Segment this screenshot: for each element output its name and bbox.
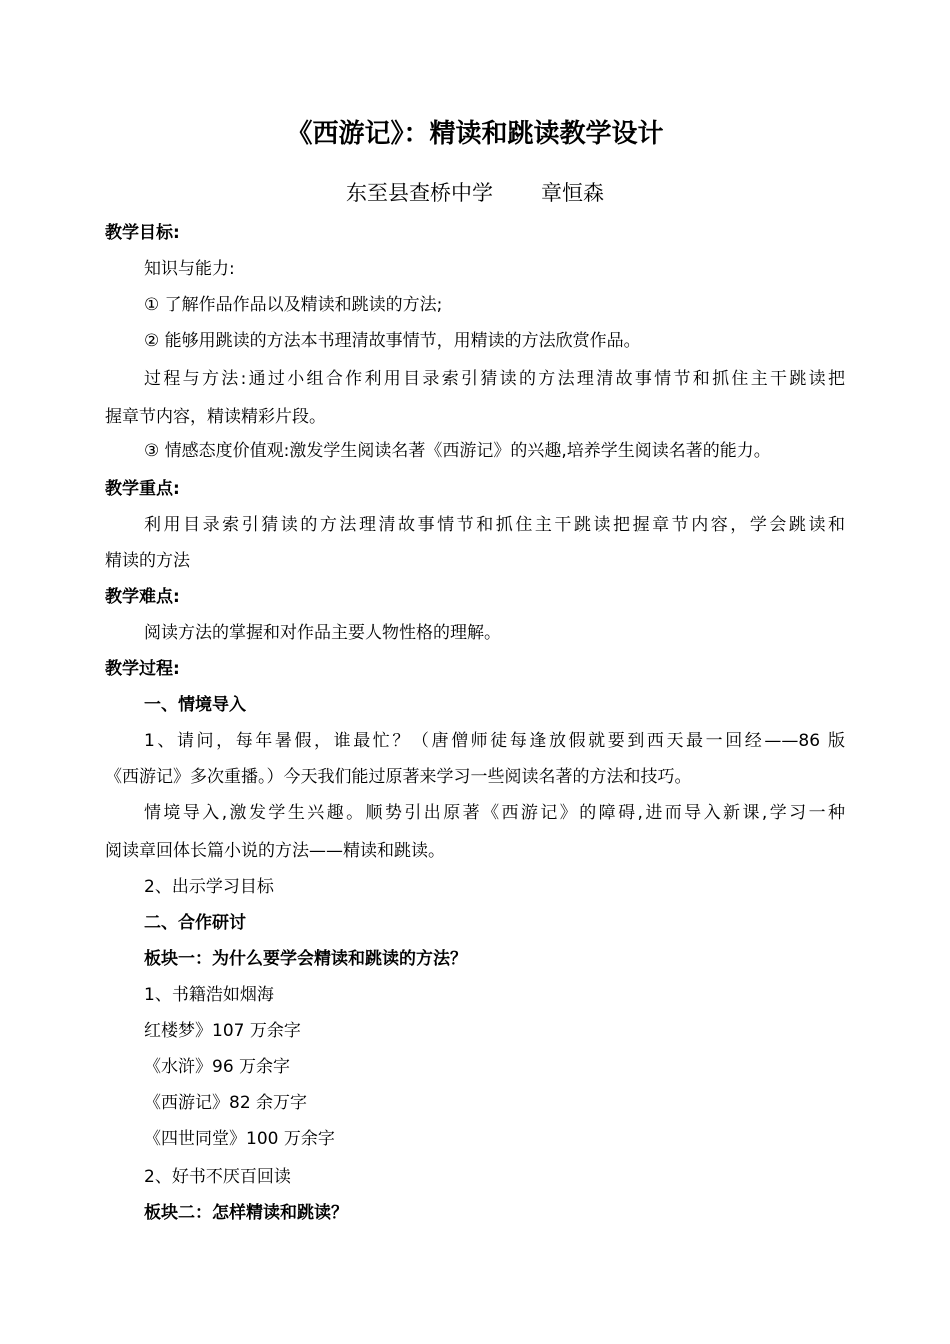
goal-item-3: ③ 情感态度价值观:激发学生阅读名著《西游记》的兴趣,培养学生阅读名著的能力。 (144, 441, 771, 461)
key-points-line-1: 利用目录索引猜读的方法理清故事情节和抓住主干跳读把握章节内容，学会跳读和 (144, 515, 845, 535)
subheading-knowledge: 知识与能力: (144, 259, 235, 279)
process-method-line-2: 握章节内容，精读精彩片段。 (105, 407, 326, 427)
process-method-line-1: 过程与方法:通过小组合作利用目录索引猜读的方法理清故事情节和抓住主干跳读把 (144, 369, 845, 389)
block-two-heading: 板块二：怎样精读和跳读？ (144, 1203, 348, 1223)
intro-paragraph-2-line-2: 阅读章回体长篇小说的方法——精读和跳读。 (105, 841, 445, 861)
heading-process: 教学过程: (105, 659, 180, 679)
author-school: 东至县查桥中学 (346, 181, 493, 205)
block-one-heading: 板块一：为什么要学会精读和跳读的方法？ (144, 949, 467, 969)
heading-difficulties: 教学难点: (105, 587, 180, 607)
show-goals-item: 2、出示学习目标 (144, 877, 274, 897)
author-name: 章恒森 (541, 181, 604, 205)
book-item-hongloumeng: 红楼梦》107 万余字 (144, 1021, 301, 1041)
goal-item-1: ① 了解作品作品以及精读和跳读的方法; (144, 295, 443, 315)
section-discussion-heading: 二、合作研讨 (144, 913, 246, 933)
key-points-line-2: 精读的方法 (105, 551, 190, 571)
document-author (0, 178, 950, 208)
block-one-item-2: 2、好书不厌百回读 (144, 1167, 291, 1187)
block-one-item-1: 1、书籍浩如烟海 (144, 985, 274, 1005)
book-item-sishitongtang: 《四世同堂》100 万余字 (144, 1129, 335, 1149)
book-item-shuihu: 《水浒》96 万余字 (144, 1057, 291, 1077)
heading-key-points: 教学重点: (105, 479, 180, 499)
goal-item-2: ② 能够用跳读的方法本书理清故事情节，用精读的方法欣赏作品。 (144, 331, 641, 351)
difficulties-text: 阅读方法的掌握和对作品主要人物性格的理解。 (144, 623, 501, 643)
document-title: 《西游记》：精读和跳读教学设计 (286, 119, 664, 149)
intro-paragraph-1-line-1: 1、请问，每年暑假，谁最忙？（唐僧师徒每逢放假就要到西天最一回经——86 版 (144, 731, 845, 751)
book-item-xiyouji: 《西游记》82 余万字 (144, 1093, 308, 1113)
heading-teaching-goals: 教学目标: (105, 223, 180, 243)
intro-paragraph-2-line-1: 情境导入,激发学生兴趣。顺势引出原著《西游记》的障碍,进而导入新课,学习一种 (144, 803, 845, 823)
intro-paragraph-1-line-2: 《西游记》多次重播。）今天我们能过原著来学习一些阅读名著的方法和技巧。 (105, 767, 692, 787)
section-intro-heading: 一、情境导入 (144, 695, 246, 715)
